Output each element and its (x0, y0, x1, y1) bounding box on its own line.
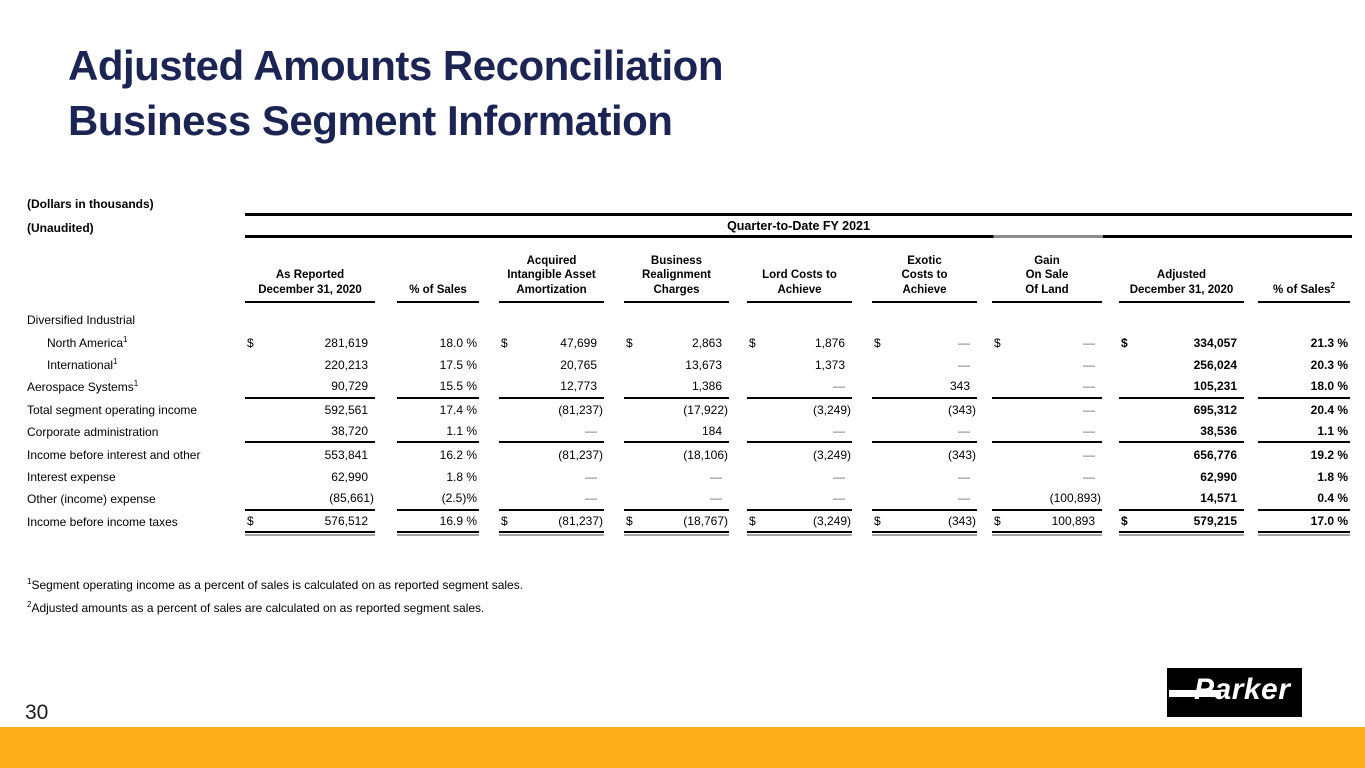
cell-value: 38,536 (1200, 424, 1237, 439)
cell-value: 12,773 (560, 379, 597, 394)
cell-adjusted (1119, 488, 1244, 510)
cell-value: 220,213 (324, 357, 368, 372)
cell-as-reported (245, 443, 375, 465)
cell-acquired-intangible (499, 331, 604, 353)
cell-value: (17,922) (683, 402, 728, 417)
cell-value: 17.5 % (439, 357, 477, 372)
column-header-sup: 2 (1330, 281, 1335, 291)
cell-value: 14,571 (1200, 491, 1237, 506)
cell-value: 90,729 (331, 379, 368, 394)
cell-as-reported (245, 399, 375, 421)
cell-business-realignment (624, 376, 729, 398)
cell-value: 1.1 % (1317, 424, 1348, 439)
cell-pct-of-sales (397, 376, 479, 398)
row-label-sup: 1 (133, 379, 139, 389)
column-header-exotic-costs: Exotic Costs to Achieve (872, 250, 977, 303)
cell-pct-of-sales-adjusted (1258, 376, 1350, 398)
cell-gain-on-sale (992, 331, 1102, 353)
cell-exotic-costs (872, 331, 977, 353)
cell-lord-costs (747, 331, 852, 353)
cell-value: — (958, 491, 970, 506)
column-header-as-reported: As Reported December 31, 2020 (245, 250, 375, 303)
cell-value: — (1083, 379, 1095, 394)
footnote-2-text: Adjusted amounts as a percent of sales are calculated on as reported segment sales. (31, 601, 485, 615)
cell-acquired-intangible (499, 443, 604, 465)
dollar-sign: $ (749, 513, 756, 528)
dollar-sign: $ (994, 513, 1001, 528)
footnote-1-text: Segment operating income as a percent of sales is calculated on as reported segment sales. (31, 578, 524, 592)
dollar-sign: $ (749, 335, 756, 350)
cell-value: 16.2 % (439, 447, 477, 462)
cell-value: 256,024 (1193, 357, 1237, 372)
table-row (27, 354, 1350, 376)
row-label: Total segment operating income (27, 402, 198, 417)
cell-value: (343) (947, 402, 976, 417)
cell-value: (3,249) (812, 513, 851, 528)
cell-value: 343 (949, 379, 970, 394)
cell-value: — (1083, 357, 1095, 372)
cell-value: 281,619 (324, 335, 368, 350)
cell-value: 17.4 % (439, 402, 477, 417)
cell-adjusted (1119, 466, 1244, 488)
cell-business-realignment (624, 354, 729, 376)
table-row (27, 511, 1350, 533)
cell-exotic-costs (872, 466, 977, 488)
cell-value: (85,661) (329, 491, 374, 506)
dollar-sign: $ (1121, 513, 1128, 528)
cell-gain-on-sale (992, 511, 1102, 533)
cell-exotic-costs (872, 354, 977, 376)
cell-exotic-costs (872, 399, 977, 421)
cell-value: — (833, 491, 845, 506)
dollar-sign: $ (501, 513, 508, 528)
cell-lord-costs (747, 421, 852, 443)
cell-pct-of-sales-adjusted (1258, 488, 1350, 510)
cell-pct-of-sales (397, 354, 479, 376)
cell-pct-of-sales-adjusted (1258, 309, 1350, 331)
cell-adjusted (1119, 399, 1244, 421)
cell-value: 1.8 % (1317, 469, 1348, 484)
cell-gain-on-sale (992, 399, 1102, 421)
cell-value: (343) (947, 447, 976, 462)
cell-lord-costs (747, 399, 852, 421)
cell-value: (343) (947, 513, 976, 528)
title-line-1: Adjusted Amounts Reconciliation (68, 42, 723, 89)
cell-lord-costs (747, 466, 852, 488)
cell-pct-of-sales (397, 511, 479, 533)
dollar-sign: $ (994, 335, 1001, 350)
bottom-accent-bar (0, 727, 1365, 768)
column-header-business-realignment: Business Realignment Charges (624, 250, 729, 303)
cell-value: (2.5)% (441, 491, 477, 506)
cell-value: 1,373 (814, 357, 845, 372)
cell-value: — (958, 335, 970, 350)
cell-business-realignment (624, 309, 729, 331)
table-second-rule (245, 235, 1352, 238)
dollar-sign: $ (1121, 335, 1128, 350)
cell-pct-of-sales (397, 466, 479, 488)
page-number: 30 (25, 701, 49, 724)
table-body (27, 309, 1350, 533)
row-label: Aerospace Systems$^1$ (27, 379, 139, 395)
cell-pct-of-sales (397, 421, 479, 443)
column-header-pct-of-sales: % of Sales (397, 250, 479, 303)
cell-adjusted (1119, 511, 1244, 533)
cell-value: — (833, 469, 845, 484)
cell-acquired-intangible (499, 376, 604, 398)
parker-logo (1167, 668, 1302, 717)
row-label: Corporate administration (27, 425, 159, 440)
cell-business-realignment (624, 511, 729, 533)
cell-value: 18.0 % (439, 335, 477, 350)
dollar-sign: $ (874, 335, 881, 350)
cell-pct-of-sales-adjusted (1258, 399, 1350, 421)
cell-value: (81,237) (558, 402, 603, 417)
cell-as-reported (245, 309, 375, 331)
table-header-row (27, 250, 1350, 303)
cell-value: — (958, 424, 970, 439)
cell-value: 1.8 % (446, 469, 477, 484)
page-title (68, 38, 723, 149)
cell-value: 62,990 (1200, 469, 1237, 484)
table-row (27, 376, 1350, 398)
row-label: International$^1$ (47, 356, 118, 372)
row-label: Diversified Industrial (27, 313, 136, 328)
cell-adjusted (1119, 354, 1244, 376)
cell-adjusted (1119, 309, 1244, 331)
cell-pct-of-sales (397, 331, 479, 353)
cell-exotic-costs (872, 443, 977, 465)
cell-value: (18,767) (683, 513, 728, 528)
cell-value: 1,386 (691, 379, 722, 394)
cell-value: — (585, 424, 597, 439)
cell-value: — (958, 469, 970, 484)
row-label: North America$^1$ (47, 334, 128, 350)
cell-gain-on-sale (992, 443, 1102, 465)
cell-value: — (1083, 402, 1095, 417)
dollar-sign: $ (626, 335, 633, 350)
cell-business-realignment (624, 488, 729, 510)
cell-value: 1,876 (814, 335, 845, 350)
period-band (245, 213, 1352, 238)
cell-lord-costs (747, 488, 852, 510)
cell-value: 13,673 (685, 357, 722, 372)
table-row (27, 488, 1350, 510)
column-header-lord-costs: Lord Costs to Achieve (747, 250, 852, 303)
cell-value: — (710, 469, 722, 484)
cell-value: — (585, 469, 597, 484)
cell-business-realignment (624, 466, 729, 488)
cell-pct-of-sales-adjusted (1258, 511, 1350, 533)
cell-value: — (833, 424, 845, 439)
row-label: Income before interest and other (27, 447, 201, 462)
period-header: Quarter-to-Date FY 2021 (727, 219, 870, 233)
row-label: Income before income taxes (27, 514, 178, 529)
cell-as-reported (245, 488, 375, 510)
cell-value: 19.2 % (1310, 447, 1348, 462)
cell-acquired-intangible (499, 421, 604, 443)
footnotes (27, 578, 523, 624)
row-label-sup: 1 (123, 334, 128, 344)
cell-value: (3,249) (812, 402, 851, 417)
footnote-2 (27, 601, 523, 615)
cell-value: 47,699 (560, 335, 597, 350)
cell-pct-of-sales (397, 443, 479, 465)
table-row (27, 309, 1350, 331)
table-row (27, 399, 1350, 421)
cell-value: 579,215 (1193, 513, 1237, 528)
cell-exotic-costs (872, 488, 977, 510)
cell-exotic-costs (872, 376, 977, 398)
cell-value: — (958, 357, 970, 372)
dollar-sign: $ (247, 513, 254, 528)
cell-pct-of-sales-adjusted (1258, 331, 1350, 353)
footnote-1 (27, 578, 523, 592)
cell-as-reported (245, 511, 375, 533)
row-label: Interest expense (27, 469, 116, 484)
cell-value: 592,561 (324, 402, 368, 417)
cell-acquired-intangible (499, 309, 604, 331)
cell-value: 38,720 (331, 424, 368, 439)
cell-pct-of-sales-adjusted (1258, 421, 1350, 443)
column-header-acquired-intangible: Acquired Intangible Asset Amortization (499, 250, 604, 303)
cell-value: 15.5 % (439, 379, 477, 394)
cell-pct-of-sales-adjusted (1258, 466, 1350, 488)
cell-value: — (710, 491, 722, 506)
cell-gain-on-sale (992, 309, 1102, 331)
cell-business-realignment (624, 331, 729, 353)
cell-as-reported (245, 466, 375, 488)
cell-value: — (1083, 424, 1095, 439)
table-row (27, 421, 1350, 443)
cell-value: 16.9 % (439, 513, 477, 528)
column-header-gain-on-sale: Gain On Sale Of Land (992, 250, 1102, 303)
cell-value: — (1083, 469, 1095, 484)
cell-lord-costs (747, 309, 852, 331)
cell-adjusted (1119, 376, 1244, 398)
cell-pct-of-sales (397, 309, 479, 331)
cell-acquired-intangible (499, 488, 604, 510)
table-notes (27, 197, 154, 245)
cell-as-reported (245, 421, 375, 443)
cell-acquired-intangible (499, 511, 604, 533)
cell-value: (18,106) (683, 447, 728, 462)
cell-value: 656,776 (1193, 447, 1237, 462)
cell-exotic-costs (872, 421, 977, 443)
cell-business-realignment (624, 399, 729, 421)
dollar-sign: $ (874, 513, 881, 528)
column-header-pct-of-sales-adjusted: % of Sales$^2$ (1258, 250, 1350, 303)
cell-value: 21.3 % (1310, 335, 1348, 350)
cell-gain-on-sale (992, 488, 1102, 510)
cell-pct-of-sales (397, 399, 479, 421)
cell-business-realignment (624, 443, 729, 465)
table-row (27, 331, 1350, 353)
cell-adjusted (1119, 443, 1244, 465)
footnote-1-marker: 1 (27, 577, 32, 586)
cell-value: — (833, 379, 845, 394)
cell-value: 0.4 % (1317, 491, 1348, 506)
row-label: Other (income) expense (27, 492, 156, 507)
dollar-sign: $ (626, 513, 633, 528)
cell-lord-costs (747, 376, 852, 398)
dollar-sign: $ (501, 335, 508, 350)
unaudited-note: (Unaudited) (27, 221, 94, 235)
cell-value: 1.1 % (446, 424, 477, 439)
cell-value: 553,841 (324, 447, 368, 462)
cell-lord-costs (747, 511, 852, 533)
cell-value: (81,237) (558, 447, 603, 462)
cell-as-reported (245, 376, 375, 398)
cell-exotic-costs (872, 511, 977, 533)
cell-adjusted (1119, 421, 1244, 443)
cell-value: 20.4 % (1310, 402, 1348, 417)
cell-gain-on-sale (992, 376, 1102, 398)
cell-value: (3,249) (812, 447, 851, 462)
cell-value: 62,990 (331, 469, 368, 484)
cell-value: 20.3 % (1310, 357, 1348, 372)
cell-business-realignment (624, 421, 729, 443)
cell-exotic-costs (872, 309, 977, 331)
column-header-adjusted: Adjusted December 31, 2020 (1119, 250, 1244, 303)
cell-value: 184 (701, 424, 722, 439)
cell-value: 18.0 % (1310, 379, 1348, 394)
logo-wordmark: Parker (1194, 673, 1291, 706)
cell-gain-on-sale (992, 466, 1102, 488)
table-row (27, 443, 1350, 465)
table-row (27, 466, 1350, 488)
cell-lord-costs (747, 354, 852, 376)
dollar-sign: $ (247, 335, 254, 350)
dollars-in-thousands-note: (Dollars in thousands) (27, 197, 154, 211)
cell-pct-of-sales-adjusted (1258, 443, 1350, 465)
cell-value: 2,863 (691, 335, 722, 350)
cell-as-reported (245, 331, 375, 353)
cell-gain-on-sale (992, 421, 1102, 443)
cell-adjusted (1119, 331, 1244, 353)
cell-gain-on-sale (992, 354, 1102, 376)
cell-value: 20,765 (560, 357, 597, 372)
cell-value: — (1083, 335, 1095, 350)
cell-acquired-intangible (499, 354, 604, 376)
cell-lord-costs (747, 443, 852, 465)
cell-value: 695,312 (1193, 402, 1237, 417)
title-line-2: Business Segment Information (68, 97, 673, 145)
cell-value: (81,237) (558, 513, 603, 528)
cell-value: 334,057 (1193, 335, 1237, 350)
cell-acquired-intangible (499, 399, 604, 421)
row-label-sup: 1 (113, 356, 118, 366)
cell-pct-of-sales-adjusted (1258, 354, 1350, 376)
cell-as-reported (245, 354, 375, 376)
cell-value: — (585, 491, 597, 506)
cell-value: (100,893) (1049, 491, 1101, 506)
cell-value: 17.0 % (1310, 513, 1348, 528)
cell-value: — (1083, 447, 1095, 462)
cell-value: 105,231 (1193, 379, 1237, 394)
footnote-2-marker: 2 (27, 600, 32, 609)
cell-value: 100,893 (1051, 513, 1095, 528)
cell-acquired-intangible (499, 466, 604, 488)
cell-pct-of-sales (397, 488, 479, 510)
cell-value: 576,512 (324, 513, 368, 528)
